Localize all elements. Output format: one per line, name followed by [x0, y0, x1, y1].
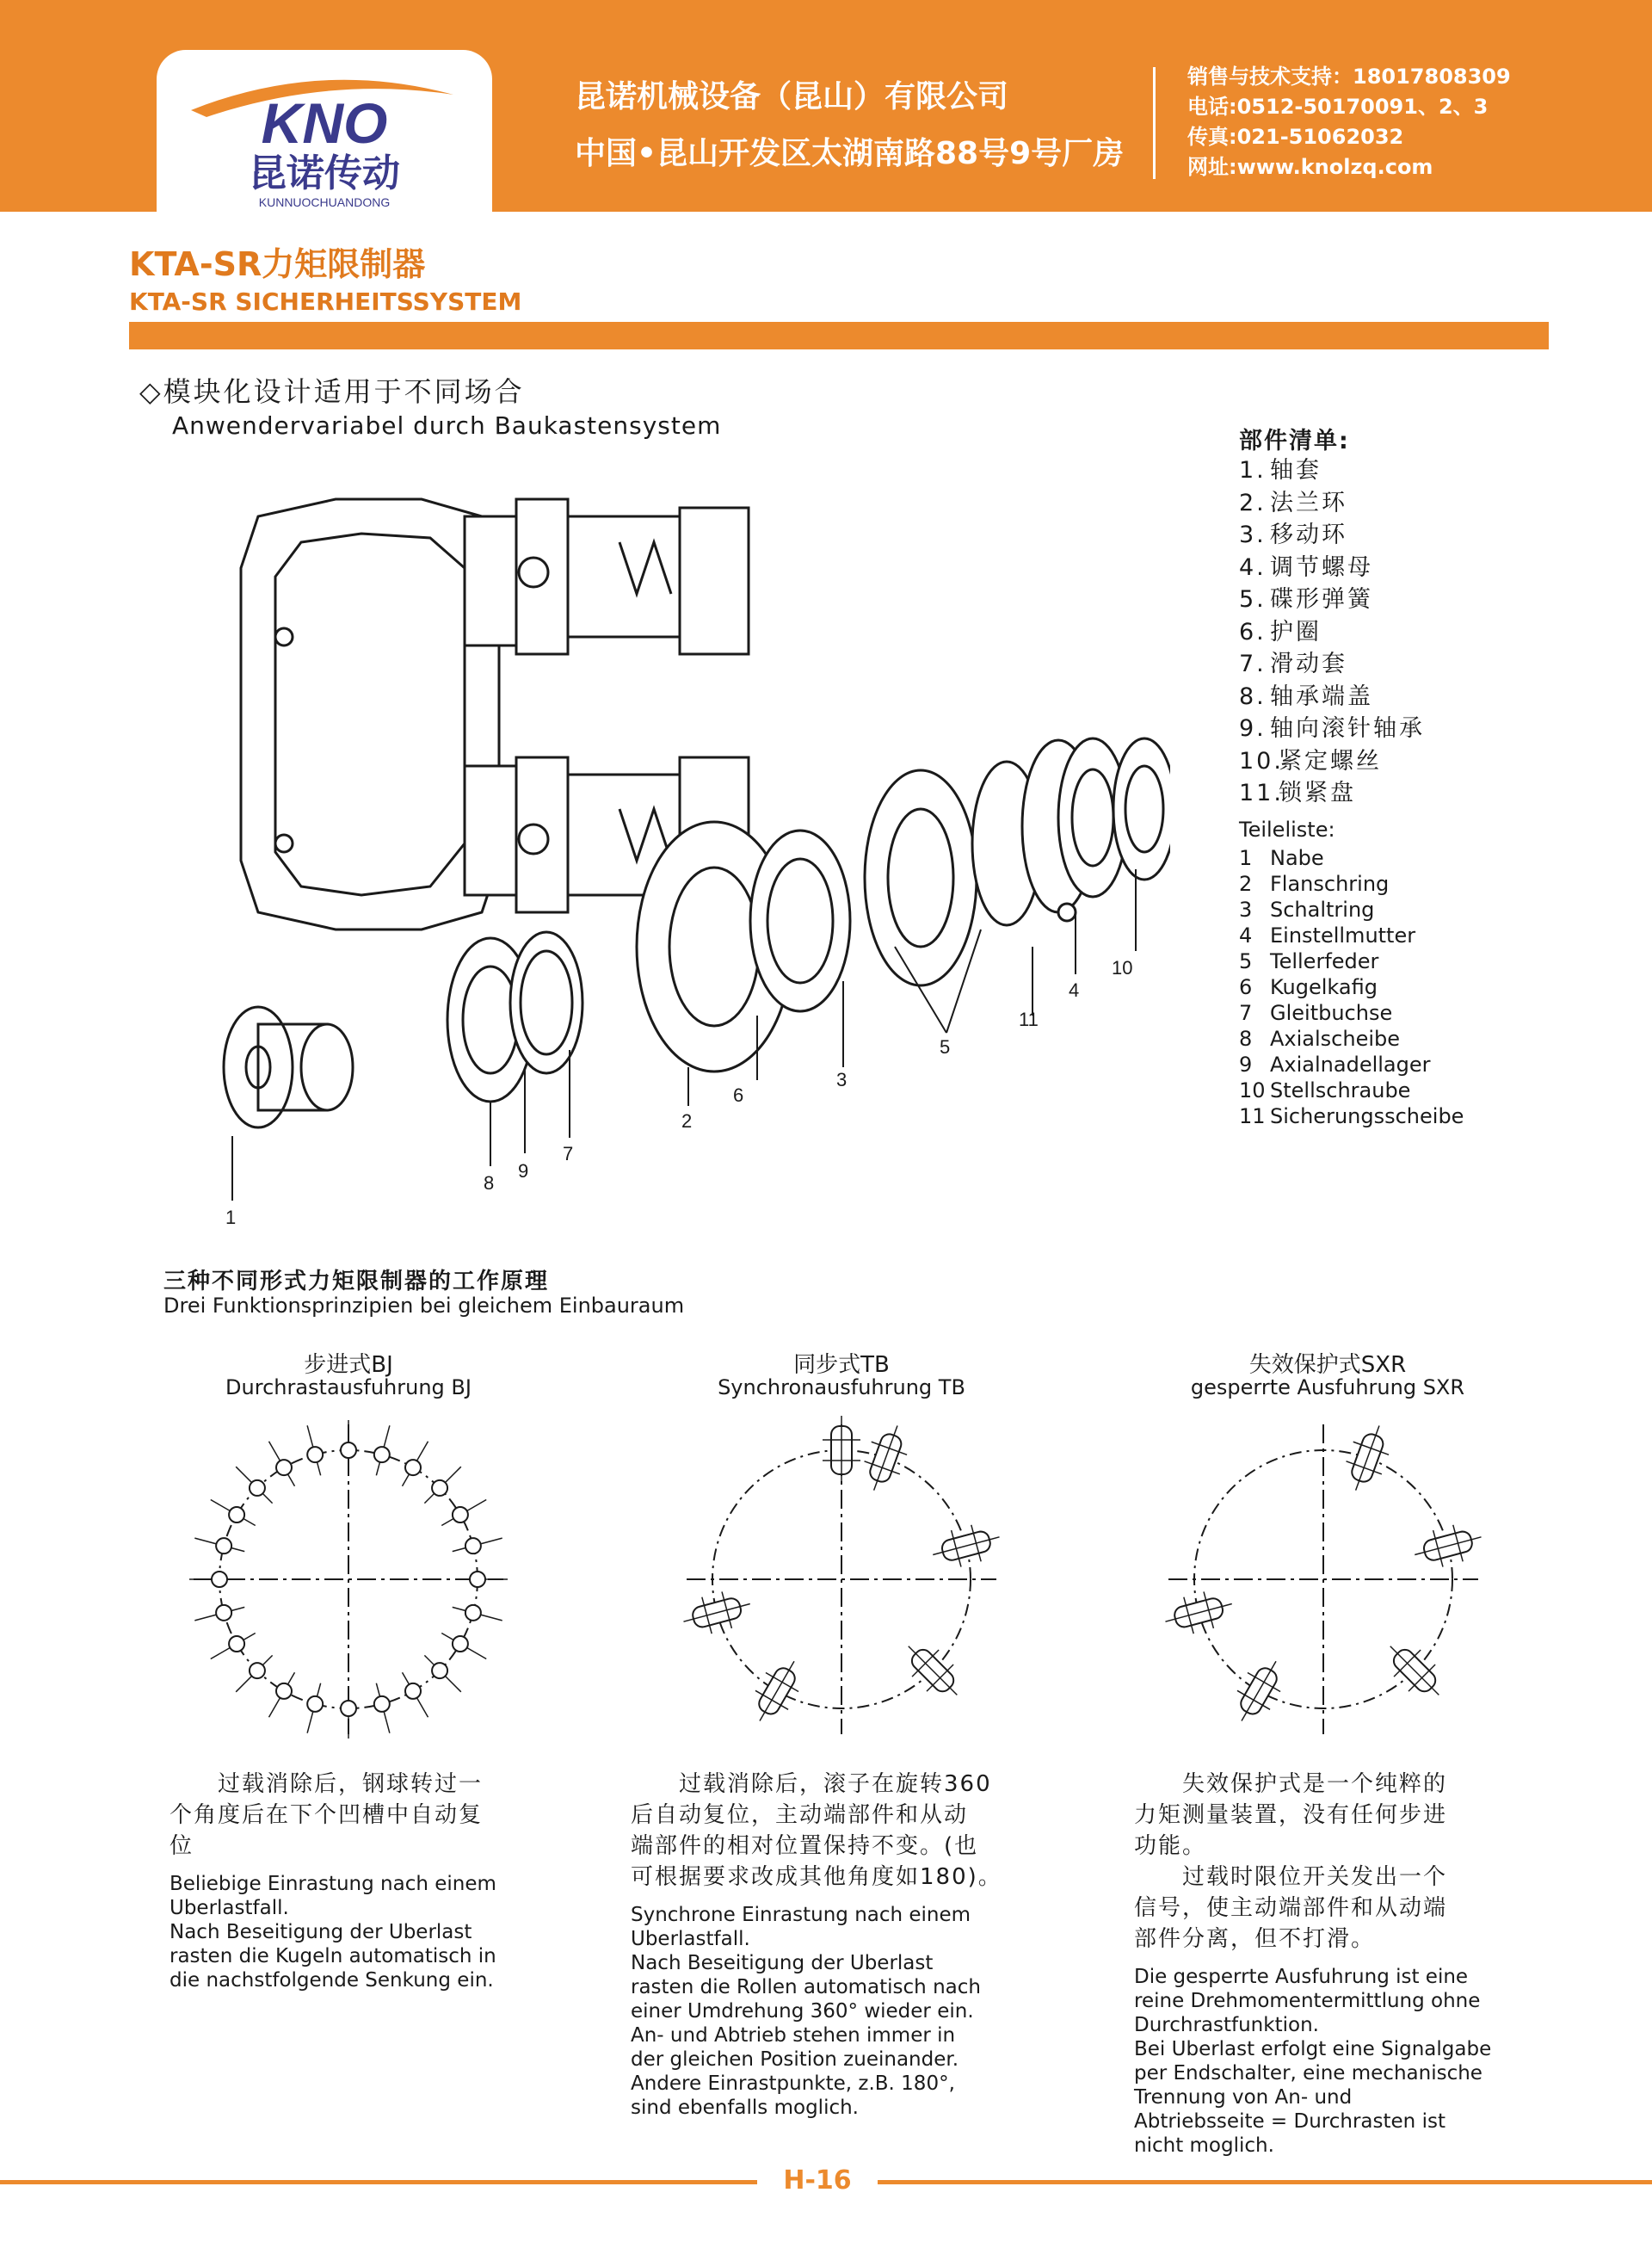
ball-icon	[250, 1480, 265, 1496]
ball-icon	[229, 1507, 244, 1522]
roller-icon	[1338, 1419, 1397, 1497]
intro-cn: ◇模块化设计适用于不同场合	[139, 375, 525, 408]
logo-card	[157, 50, 492, 212]
ball-icon	[276, 1460, 292, 1475]
torque-limiter-drawing	[206, 465, 1170, 1239]
list-item: 6. 护圈	[1239, 618, 1322, 645]
parts-list-de	[1239, 845, 1464, 1129]
ball-icon	[341, 1442, 356, 1458]
phone-number: 电话:0512-50170091、2、3	[1187, 95, 1489, 119]
website-link[interactable]: 网址:www.knolzq.com	[1187, 155, 1433, 179]
ball-icon	[374, 1696, 390, 1712]
list-item: 3. 移动环	[1239, 522, 1347, 548]
ball-icon	[229, 1636, 244, 1652]
parts-list-cn-title: 部件清单:	[1239, 428, 1350, 454]
label-part-8: 8	[484, 1172, 495, 1194]
tb-desc-cn: 过载消除后，滚子在旋转360 后自动复位，主动端部件和从动 端部件的相对位置保持不变。(也 可根据要求改成其他角度如180)。	[631, 1771, 1002, 1890]
footer-line-right	[878, 2180, 1652, 2184]
list-item: 8 Axialscheibe	[1239, 1027, 1401, 1051]
list-item: 5. 碟形弹簧	[1239, 586, 1373, 613]
logo-cn: 昆诺传动	[249, 152, 400, 195]
roller-icon	[1225, 1652, 1292, 1730]
ball-icon	[470, 1572, 485, 1587]
list-item: 9 Axialnadellager	[1239, 1053, 1431, 1077]
list-item: 4. 调节螺母	[1239, 553, 1373, 581]
list-item: 2 Flanschring	[1239, 872, 1390, 896]
roller-icon	[743, 1652, 811, 1730]
ball-icon	[276, 1683, 292, 1699]
section-title-de: KTA-SR SICHERHEITSSYSTEM	[129, 287, 522, 316]
label-part-9: 9	[518, 1160, 529, 1182]
title-bar	[129, 322, 1549, 349]
bj-title-de: Durchrastausfuhrung BJ	[225, 1375, 472, 1399]
roller-axis	[1390, 1646, 1439, 1695]
ball-icon	[216, 1538, 231, 1553]
bj-description	[170, 1769, 548, 1992]
list-item: 8. 轴承端盖	[1239, 682, 1373, 710]
ball-icon	[453, 1507, 468, 1522]
ball-icon	[307, 1696, 323, 1712]
company-block	[575, 69, 1124, 182]
list-item: 1. 轴套	[1239, 457, 1322, 484]
parts-list-cn	[1239, 454, 1425, 810]
label-part-10: 10	[1112, 957, 1133, 979]
label-part-1: 1	[225, 1207, 237, 1228]
ball-icon	[453, 1636, 468, 1652]
list-item: 11.锁紧盘	[1239, 780, 1356, 806]
tb-principle-diagram	[674, 1411, 1009, 1747]
roller-icon	[856, 1419, 915, 1497]
list-item: 7. 滑动套	[1239, 651, 1347, 677]
label-part-5: 5	[940, 1036, 951, 1058]
roller-icon	[928, 1519, 1005, 1573]
page-number: H-16	[783, 2165, 852, 2196]
ball-icon	[432, 1480, 447, 1496]
sales-support: 销售与技术支持：18017808309	[1187, 65, 1511, 89]
bj-desc-cn: 过载消除后，钢球转过一 个角度后在下个凹槽中自动复 位	[170, 1771, 484, 1859]
footer-line-left	[0, 2180, 757, 2184]
roller-icon	[895, 1633, 971, 1708]
sxr-desc-cn: 失效保护式是一个纯粹的 力矩测量装置，没有任何步进 功能。 过载时限位开关发出一个 信号，使主动端部件和从动端 部件分离，但不打滑。	[1134, 1771, 1448, 1952]
parts-list-de-title: Teileliste:	[1239, 818, 1335, 842]
logo-pinyin: KUNNUOCHUANDONG	[258, 195, 391, 209]
company-address: 中国•昆山开发区太湖南路88号9号厂房	[575, 136, 1125, 171]
ball-icon	[465, 1605, 481, 1621]
fax-number: 传真:021-51062032	[1187, 125, 1404, 149]
ball-icon	[307, 1447, 323, 1462]
sxr-desc-de: Die gesperrte Ausfuhrung ist eine reine Drehmomentermittlung ohne Durchrastfunktion. Bei Uberlast erfolgt eine Signalgabe per Endschalter, eine mechanische Trennung von An- und Abtriebsseite = Durchrasten ist nicht moglich.	[1134, 1966, 1492, 2157]
ball-icon	[341, 1701, 356, 1716]
contact-block	[1187, 62, 1511, 182]
sxr-title-cn: 失效保护式SXR	[1248, 1352, 1407, 1378]
label-part-2: 2	[681, 1110, 693, 1132]
roller-axis	[909, 1646, 958, 1695]
roller-icon	[679, 1585, 755, 1640]
roller-icon	[1410, 1519, 1487, 1573]
intro-de: Anwendervariabel durch Baukastensystem	[172, 411, 722, 440]
label-part-3: 3	[836, 1069, 848, 1090]
ball-icon	[212, 1572, 227, 1587]
label-part-11: 11	[1019, 1009, 1039, 1030]
header-divider	[1153, 67, 1156, 179]
bj-principle-diagram	[181, 1411, 516, 1747]
tb-description	[631, 1769, 1035, 2120]
label-part-6: 6	[733, 1084, 744, 1106]
company-name: 昆诺机械设备（昆山）有限公司	[575, 79, 1009, 114]
list-item: 9. 轴向滚针轴承	[1239, 715, 1425, 742]
ball-icon	[374, 1447, 390, 1462]
kno-logo-icon	[157, 50, 492, 212]
roller-icon	[1161, 1585, 1237, 1640]
ball-icon	[405, 1460, 421, 1475]
list-item: 6 Kugelkafig	[1239, 975, 1378, 999]
roller-icon	[1377, 1633, 1452, 1708]
tb-desc-de: Synchrone Einrastung nach einem Uberlastfall. Nach Beseitigung der Uberlast rasten die Rollen automatisch nach einer Umdrehung 360° wieder ein. An- und Abtrieb stehen immer in der gleichen Position zueinander. Andere Einrastpunkte, z.B. 180°, sind ebenfalls moglich.	[631, 1904, 981, 2119]
ball-icon	[405, 1683, 421, 1699]
principles-title-de: Drei Funktionsprinzipien bei gleichem Einbauraum	[163, 1294, 685, 1318]
list-item: 4 Einstellmutter	[1239, 923, 1416, 948]
list-item: 10.紧定螺丝	[1239, 747, 1382, 775]
list-item: 5 Tellerfeder	[1239, 949, 1379, 973]
sxr-principle-diagram	[1156, 1411, 1491, 1747]
sxr-title-de: gesperrte Ausfuhrung SXR	[1190, 1375, 1465, 1399]
principles-title-cn: 三种不同形式力矩限制器的工作原理	[163, 1269, 550, 1294]
ball-icon	[216, 1605, 231, 1621]
roller-icon	[823, 1416, 860, 1485]
list-item: 2. 法兰环	[1239, 489, 1347, 516]
list-item: 11 Sicherungsscheibe	[1239, 1104, 1464, 1128]
label-part-4: 4	[1069, 979, 1080, 1001]
ball-icon	[250, 1663, 265, 1678]
list-item: 1 Nabe	[1239, 846, 1324, 870]
tb-title-de: Synchronausfuhrung TB	[718, 1375, 965, 1399]
list-item: 10 Stellschraube	[1239, 1078, 1411, 1102]
bj-desc-de: Beliebige Einrastung nach einem Uberlastfall. Nach Beseitigung der Uberlast rasten die Kugeln automatisch in die nachstfolgende Senkung ein.	[170, 1873, 496, 1992]
sxr-description	[1134, 1769, 1530, 2158]
tb-title-cn: 同步式TB	[793, 1352, 890, 1378]
label-part-7: 7	[563, 1143, 574, 1164]
ball-icon	[465, 1538, 481, 1553]
section-title-cn: KTA-SR力矩限制器	[129, 245, 426, 283]
list-item: 7 Gleitbuchse	[1239, 1001, 1393, 1025]
ball-icon	[432, 1663, 447, 1678]
logo-mark: KNO	[261, 91, 388, 155]
bj-title-cn: 步进式BJ	[304, 1352, 393, 1378]
list-item: 3 Schaltring	[1239, 898, 1375, 922]
